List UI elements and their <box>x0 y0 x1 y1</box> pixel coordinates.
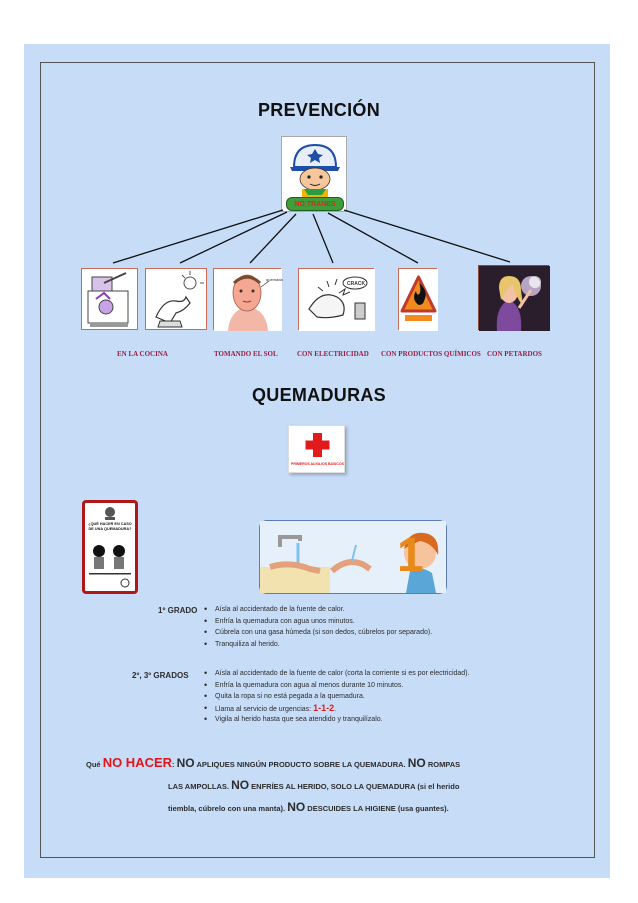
sun-annotation: quemada <box>266 277 283 282</box>
list-item: • Vigila al herido hasta que sea atendido y tranquilízalo. <box>203 714 469 726</box>
list-item: • Quita la ropa si no está pegada a la quemadura. <box>203 691 469 703</box>
no-hacer-title: NO HACER <box>102 755 173 770</box>
first-aid-illustration-panel <box>259 520 447 594</box>
booklet-title: ¿QUÉ HACER EN CASO DE UNA QUEMADURA? <box>88 522 132 531</box>
emergency-number: 1-1-2 <box>313 702 335 713</box>
red-cross-image <box>288 425 345 473</box>
chemicals-hazard-image <box>398 268 437 330</box>
second-third-degree-list <box>203 668 469 726</box>
no-hacer-line-2: LAS AMPOLLAS. NO ENFRÍES AL HERIDO, SOLO LA QUEMADURA (si el herido <box>168 778 460 792</box>
burns-title: QUEMADURAS <box>251 385 386 405</box>
electricity-image <box>298 268 374 330</box>
label-kitchen: EN LA COCINA <box>117 350 168 358</box>
label-electricity: CON ELECTRICIDAD <box>297 350 369 358</box>
list-item: • Enfría la quemadura con agua unos minutos. <box>203 616 432 628</box>
red-cross-caption: PRIMEROS AUXILIOS BÁSICOS <box>291 462 344 466</box>
list-item: • Aísla al accidentado de la fuente de calor. <box>203 604 432 616</box>
no-hacer-line-3: tiembla, cúbrelo con una manta). NO DESCUIDES LA HIGIENE (usa guantes). <box>168 800 449 814</box>
fireworks-image <box>478 265 549 330</box>
burn-guide-booklet <box>82 500 138 594</box>
second-third-degree-label: 2º, 3º GRADOS <box>132 671 189 680</box>
sunburn-face-image <box>213 268 281 330</box>
label-chemicals: CON PRODUCTOS QUÍMICOS <box>381 350 481 358</box>
list-item: • Cúbrela con una gasa húmeda (si son dedos, cúbrelos por separado). <box>203 627 432 639</box>
list-item: • Aísla al accidentado de la fuente de calor (corta la corriente si es por electricidad). <box>203 668 469 680</box>
list-item-emergency: • Llama al servicio de urgencias: 1-1-2. <box>203 703 469 715</box>
label-sun: TOMANDO EL SOL <box>214 350 278 358</box>
list-item: • Tranquiliza al herido. <box>203 639 432 651</box>
list-item: • Enfría la quemadura con agua al menos durante 10 minutos. <box>203 680 469 692</box>
panel-numeral: 1 <box>397 529 424 582</box>
crack-text: CRACK <box>347 281 366 287</box>
first-degree-label: 1º GRADO <box>158 606 198 615</box>
no-hacer-line-1: Qué NO HACER: NO APLIQUES NINGÚN PRODUCTO SOBRE LA QUEMADURA. NO ROMPAS <box>86 755 461 770</box>
sun-burn-hand-image <box>145 268 207 330</box>
prevention-title: PREVENCIÓN <box>257 100 381 120</box>
kitchen-image <box>81 268 138 330</box>
label-fireworks: CON PETARDOS <box>487 350 542 358</box>
hero-badge: NO TRANES <box>286 197 344 211</box>
first-degree-list <box>203 604 432 650</box>
